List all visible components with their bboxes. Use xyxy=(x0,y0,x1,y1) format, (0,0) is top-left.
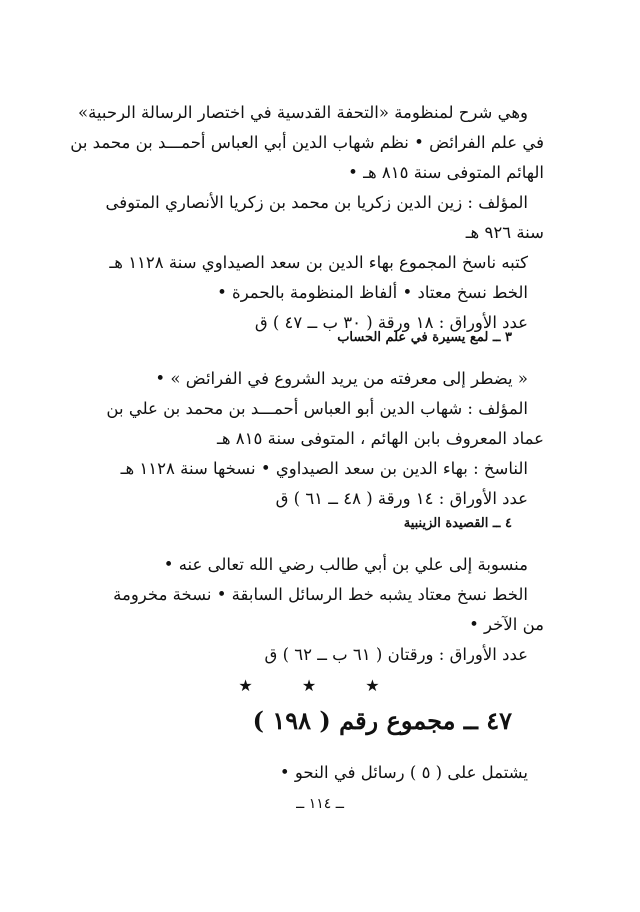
text-line: في علم الفرائض • نظم شهاب الدين أبي العباس أحمـــد بن محمد بن xyxy=(70,133,544,152)
text-line: عماد المعروف بابن الهائم ، المتوفى سنة ٨١٥ هـ xyxy=(217,429,544,448)
text-line: وهي شرح لمنظومة «التحفة القدسية في اختصار الرسالة الرحبية» xyxy=(77,103,528,122)
collection-body xyxy=(96,758,544,788)
section-heading: ٤ ــ القصيدة الزينبية xyxy=(403,516,512,531)
text-line: المؤلف : شهاب الدين أبو العباس أحمـــد بن محمد بن علي بن xyxy=(106,399,528,418)
text-line: الناسخ : بهاء الدين بن سعد الصيداوي • نسخها سنة ١١٢٨ هـ xyxy=(120,459,528,478)
text-line: سنة ٩٢٦ هـ xyxy=(465,223,544,242)
entry-continuation xyxy=(70,98,544,338)
text-line: منسوبة إلى علي بن أبي طالب رضي الله تعالى عنه • xyxy=(163,555,528,574)
text-line: المؤلف : زين الدين زكريا بن محمد بن زكريا الأنصاري المتوفى xyxy=(105,193,528,212)
text-line: الهائم المتوفى سنة ٨١٥ هـ • xyxy=(348,163,544,182)
text-line: عدد الأوراق : ١٨ ورقة ( ٣٠ ب ــ ٤٧ ) ق xyxy=(254,313,528,332)
text-line: كتبه ناسخ المجموع بهاء الدين بن سعد الصيداوي سنة ١١٢٨ هـ xyxy=(109,253,528,272)
text-line: الخط نسخ معتاد يشبه خط الرسائل السابقة • نسخة مخرومة xyxy=(113,585,528,604)
text-line: من الآخر • xyxy=(469,615,544,634)
text-line: عدد الأوراق : ١٤ ورقة ( ٤٨ ــ ٦١ ) ق xyxy=(275,489,528,508)
section-body xyxy=(96,364,544,514)
text-line: عدد الأوراق : ورقتان ( ٦١ ب ــ ٦٢ ) ق xyxy=(264,645,528,664)
text-line: يشتمل على ( ٥ ) رسائل في النحو • xyxy=(279,763,528,782)
text-line: « يضطر إلى معرفته من يريد الشروع في الفرائض » • xyxy=(155,369,528,388)
page-number: ــ ١١٤ ــ xyxy=(296,796,344,812)
text-line: الخط نسخ معتاد • ألفاظ المنظومة بالحمرة • xyxy=(217,283,528,302)
collection-title: ٤٧ ــ مجموع رقم ( ١٩٨ ) xyxy=(252,706,512,735)
section-heading: ٣ ــ لمع يسيرة في علم الحساب xyxy=(337,330,512,345)
star-separator: ★ ★ ★ xyxy=(238,676,402,695)
section-body xyxy=(96,550,544,670)
